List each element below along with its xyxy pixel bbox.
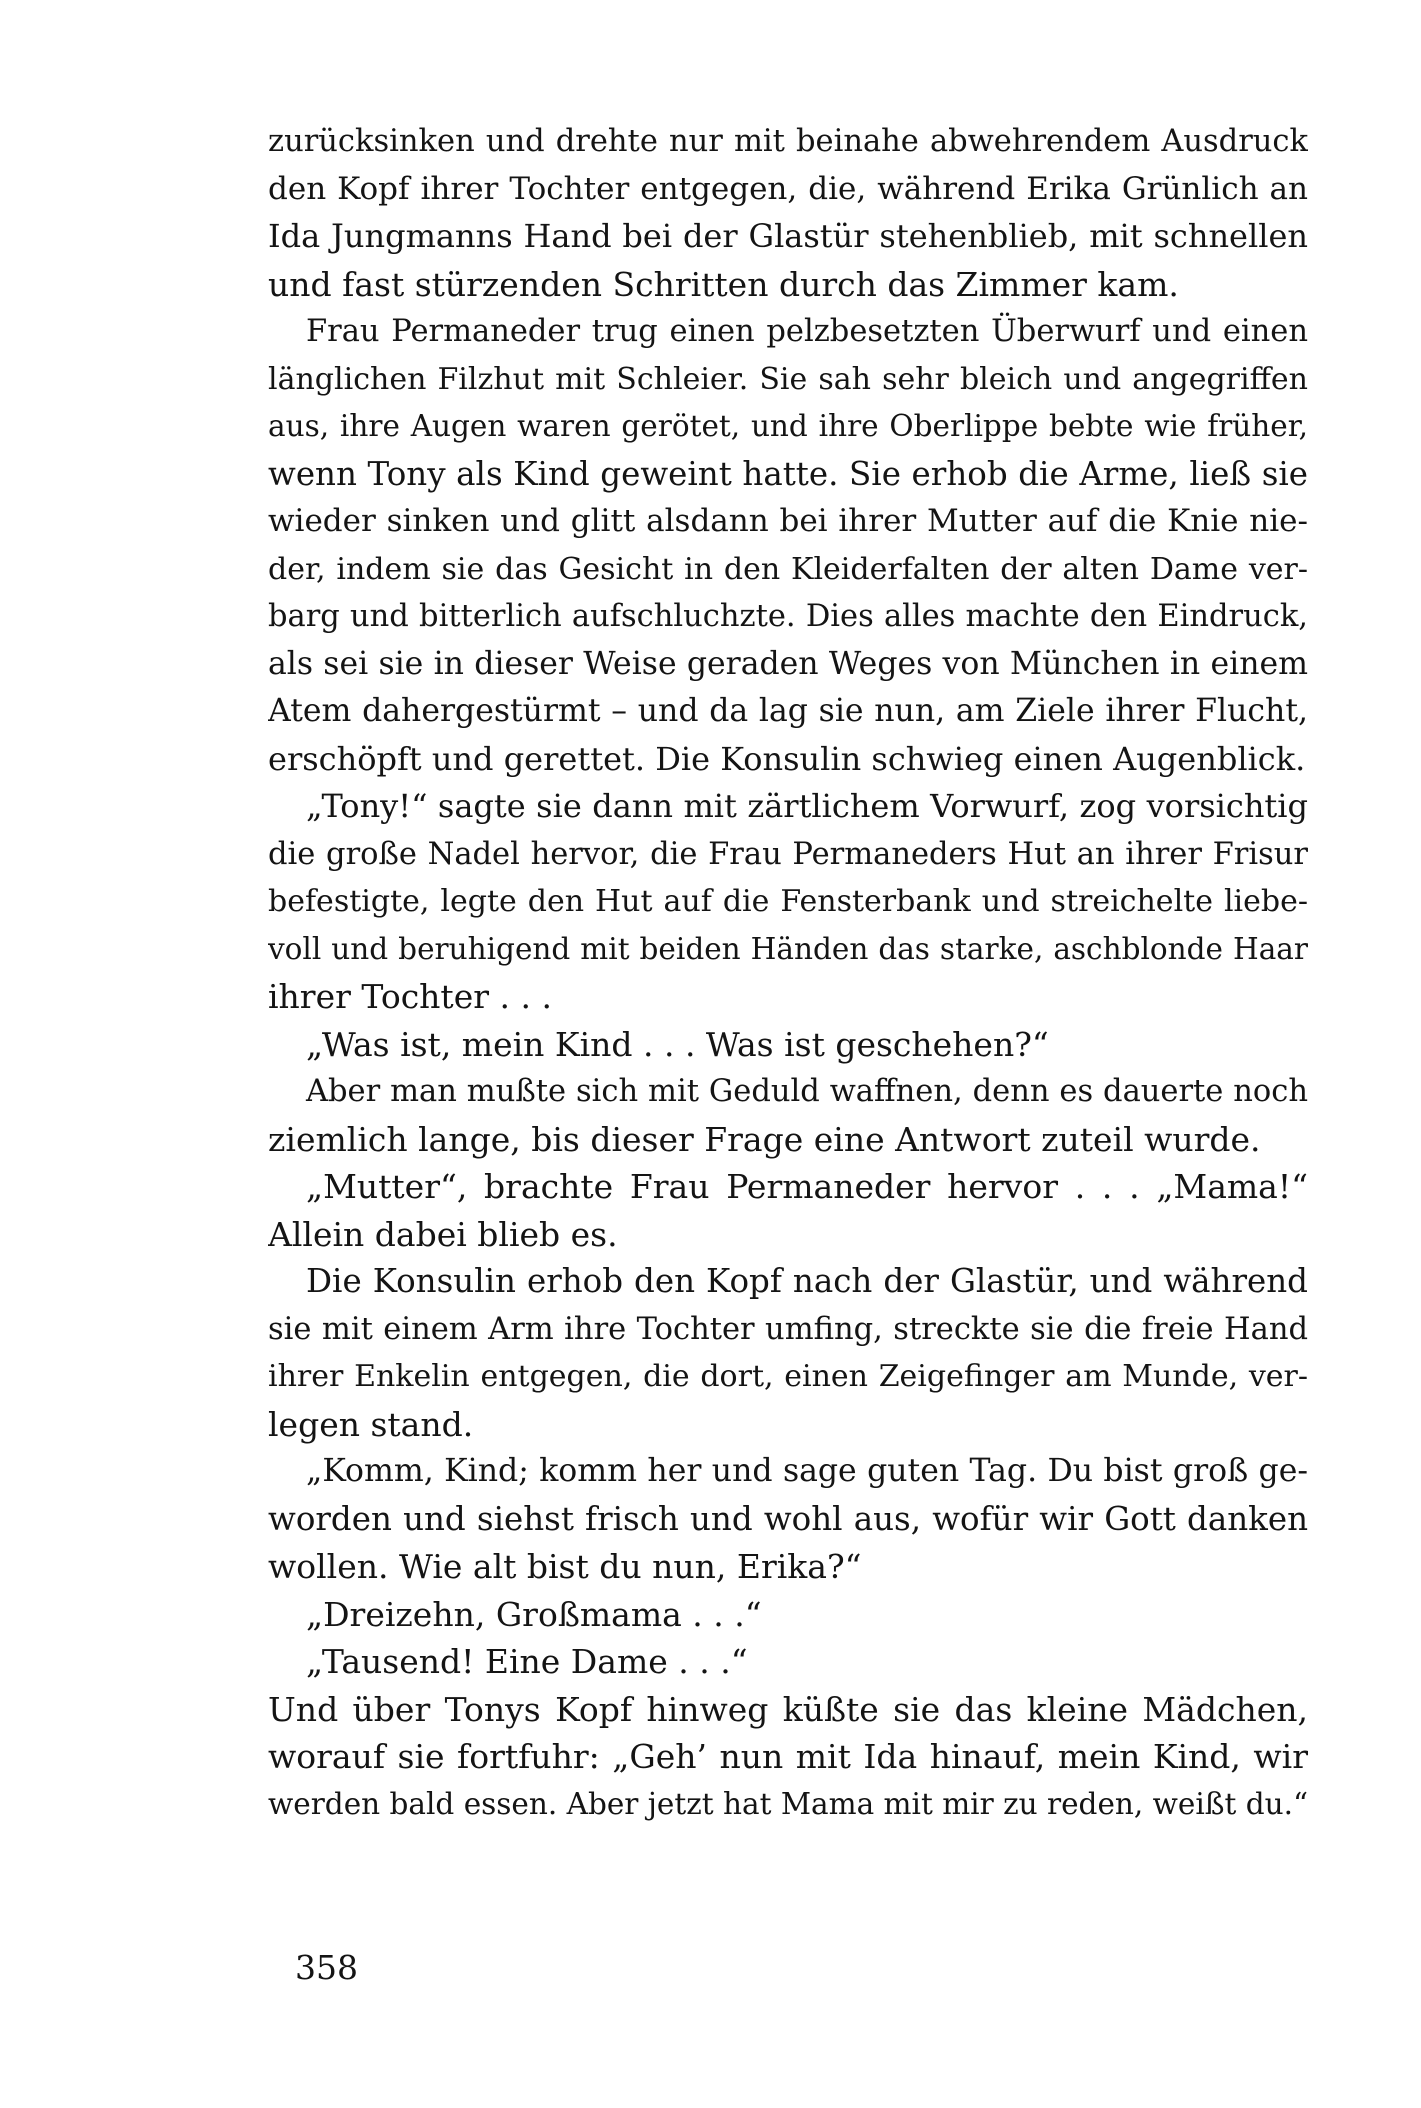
body-text <box>268 118 1308 1828</box>
text-line: Atem dahergestürmt – und da lag sie nun, am Ziele ihrer Flucht, <box>268 693 1308 729</box>
text-line: Frau Permaneder trug einen pelzbesetzten Überwurf und einen <box>306 314 1308 349</box>
text-line: der, indem sie das Gesicht in den Kleiderfalten der alten Dame ver- <box>268 551 1308 587</box>
text-line: befestigte, legte den Hut auf die Fensterbank und streichelte liebe- <box>268 884 1308 919</box>
text-line: Aber man mußte sich mit Geduld waffnen, denn es dauerte noch <box>306 1074 1308 1109</box>
text-line: barg und bitterlich aufschluchzte. Dies alles machte den Eindruck, <box>268 599 1308 634</box>
text-line: zurücksinken und drehte nur mit beinahe abwehrendem Ausdruck <box>268 124 1308 159</box>
text-line: Die Konsulin erhob den Kopf nach der Glastür, und während <box>306 1262 1308 1300</box>
text-line: „Komm, Kind; komm her und sage guten Tag. Du bist groß ge- <box>306 1453 1308 1489</box>
page-number: 358 <box>295 1948 358 1987</box>
text-line: worauf sie fortfuhr: „Geh’ nun mit Ida hinauf, mein Kind, wir <box>268 1737 1308 1776</box>
text-line: „Dreizehn, Großmama . . .“ <box>306 1594 762 1634</box>
text-line: Ida Jungmanns Hand bei der Glastür stehenblieb, mit schnellen <box>268 217 1308 255</box>
text-line: voll und beruhigend mit beiden Händen das starke, aschblonde Haar <box>268 931 1308 966</box>
text-line: „Was ist, mein Kind . . . Was ist geschehen?“ <box>306 1024 1049 1064</box>
text-line: „Mutter“, brachte Frau Permaneder hervor . . . „Mama!“ <box>306 1167 1308 1206</box>
text-line: die große Nadel hervor, die Frau Permaneders Hut an ihrer Frisur <box>268 836 1308 872</box>
text-line: ziemlich lange, bis dieser Frage eine Antwort zuteil wurde. <box>268 1119 1261 1159</box>
text-line: „Tausend! Eine Dame . . .“ <box>306 1642 748 1681</box>
text-line: erschöpft und gerettet. Die Konsulin schwieg einen Augenblick. <box>268 739 1306 778</box>
text-line: ihrer Enkelin entgegen, die dort, einen Zeigefinger am Munde, ver- <box>268 1359 1308 1394</box>
text-line: wenn Tony als Kind geweint hatte. Sie erhob die Arme, ließ sie <box>268 454 1308 493</box>
text-line: aus, ihre Augen waren gerötet, und ihre Oberlippe bebte wie früher, <box>268 409 1308 443</box>
text-line: worden und siehst frisch und wohl aus, wofür wir Gott danken <box>268 1499 1308 1538</box>
text-line: den Kopf ihrer Tochter entgegen, die, während Erika Grünlich an <box>268 170 1308 207</box>
text-line: ihrer Tochter . . . <box>268 977 552 1016</box>
text-line: Und über Tonys Kopf hinweg küßte sie das kleine Mädchen, <box>268 1689 1308 1729</box>
text-line: „Tony!“ sagte sie dann mit zärtlichem Vorwurf, zog vorsichtig <box>306 787 1308 825</box>
text-line: und fast stürzenden Schritten durch das Zimmer kam. <box>268 264 1179 304</box>
text-line: wieder sinken und glitt alsdann bei ihrer Mutter auf die Knie nie- <box>268 503 1308 539</box>
text-line: Allein dabei blieb es. <box>268 1214 618 1254</box>
text-line: werden bald essen. Aber jetzt hat Mama mit mir zu reden, weißt du.“ <box>268 1786 1308 1821</box>
text-line: wollen. Wie alt bist du nun, Erika?“ <box>268 1547 862 1586</box>
text-line: länglichen Filzhut mit Schleier. Sie sah sehr bleich und angegriffen <box>268 361 1308 397</box>
text-line: sie mit einem Arm ihre Tochter umfing, streckte sie die freie Hand <box>268 1311 1308 1347</box>
text-line: als sei sie in dieser Weise geraden Weges von München in einem <box>268 645 1308 682</box>
text-line: legen stand. <box>268 1404 474 1444</box>
